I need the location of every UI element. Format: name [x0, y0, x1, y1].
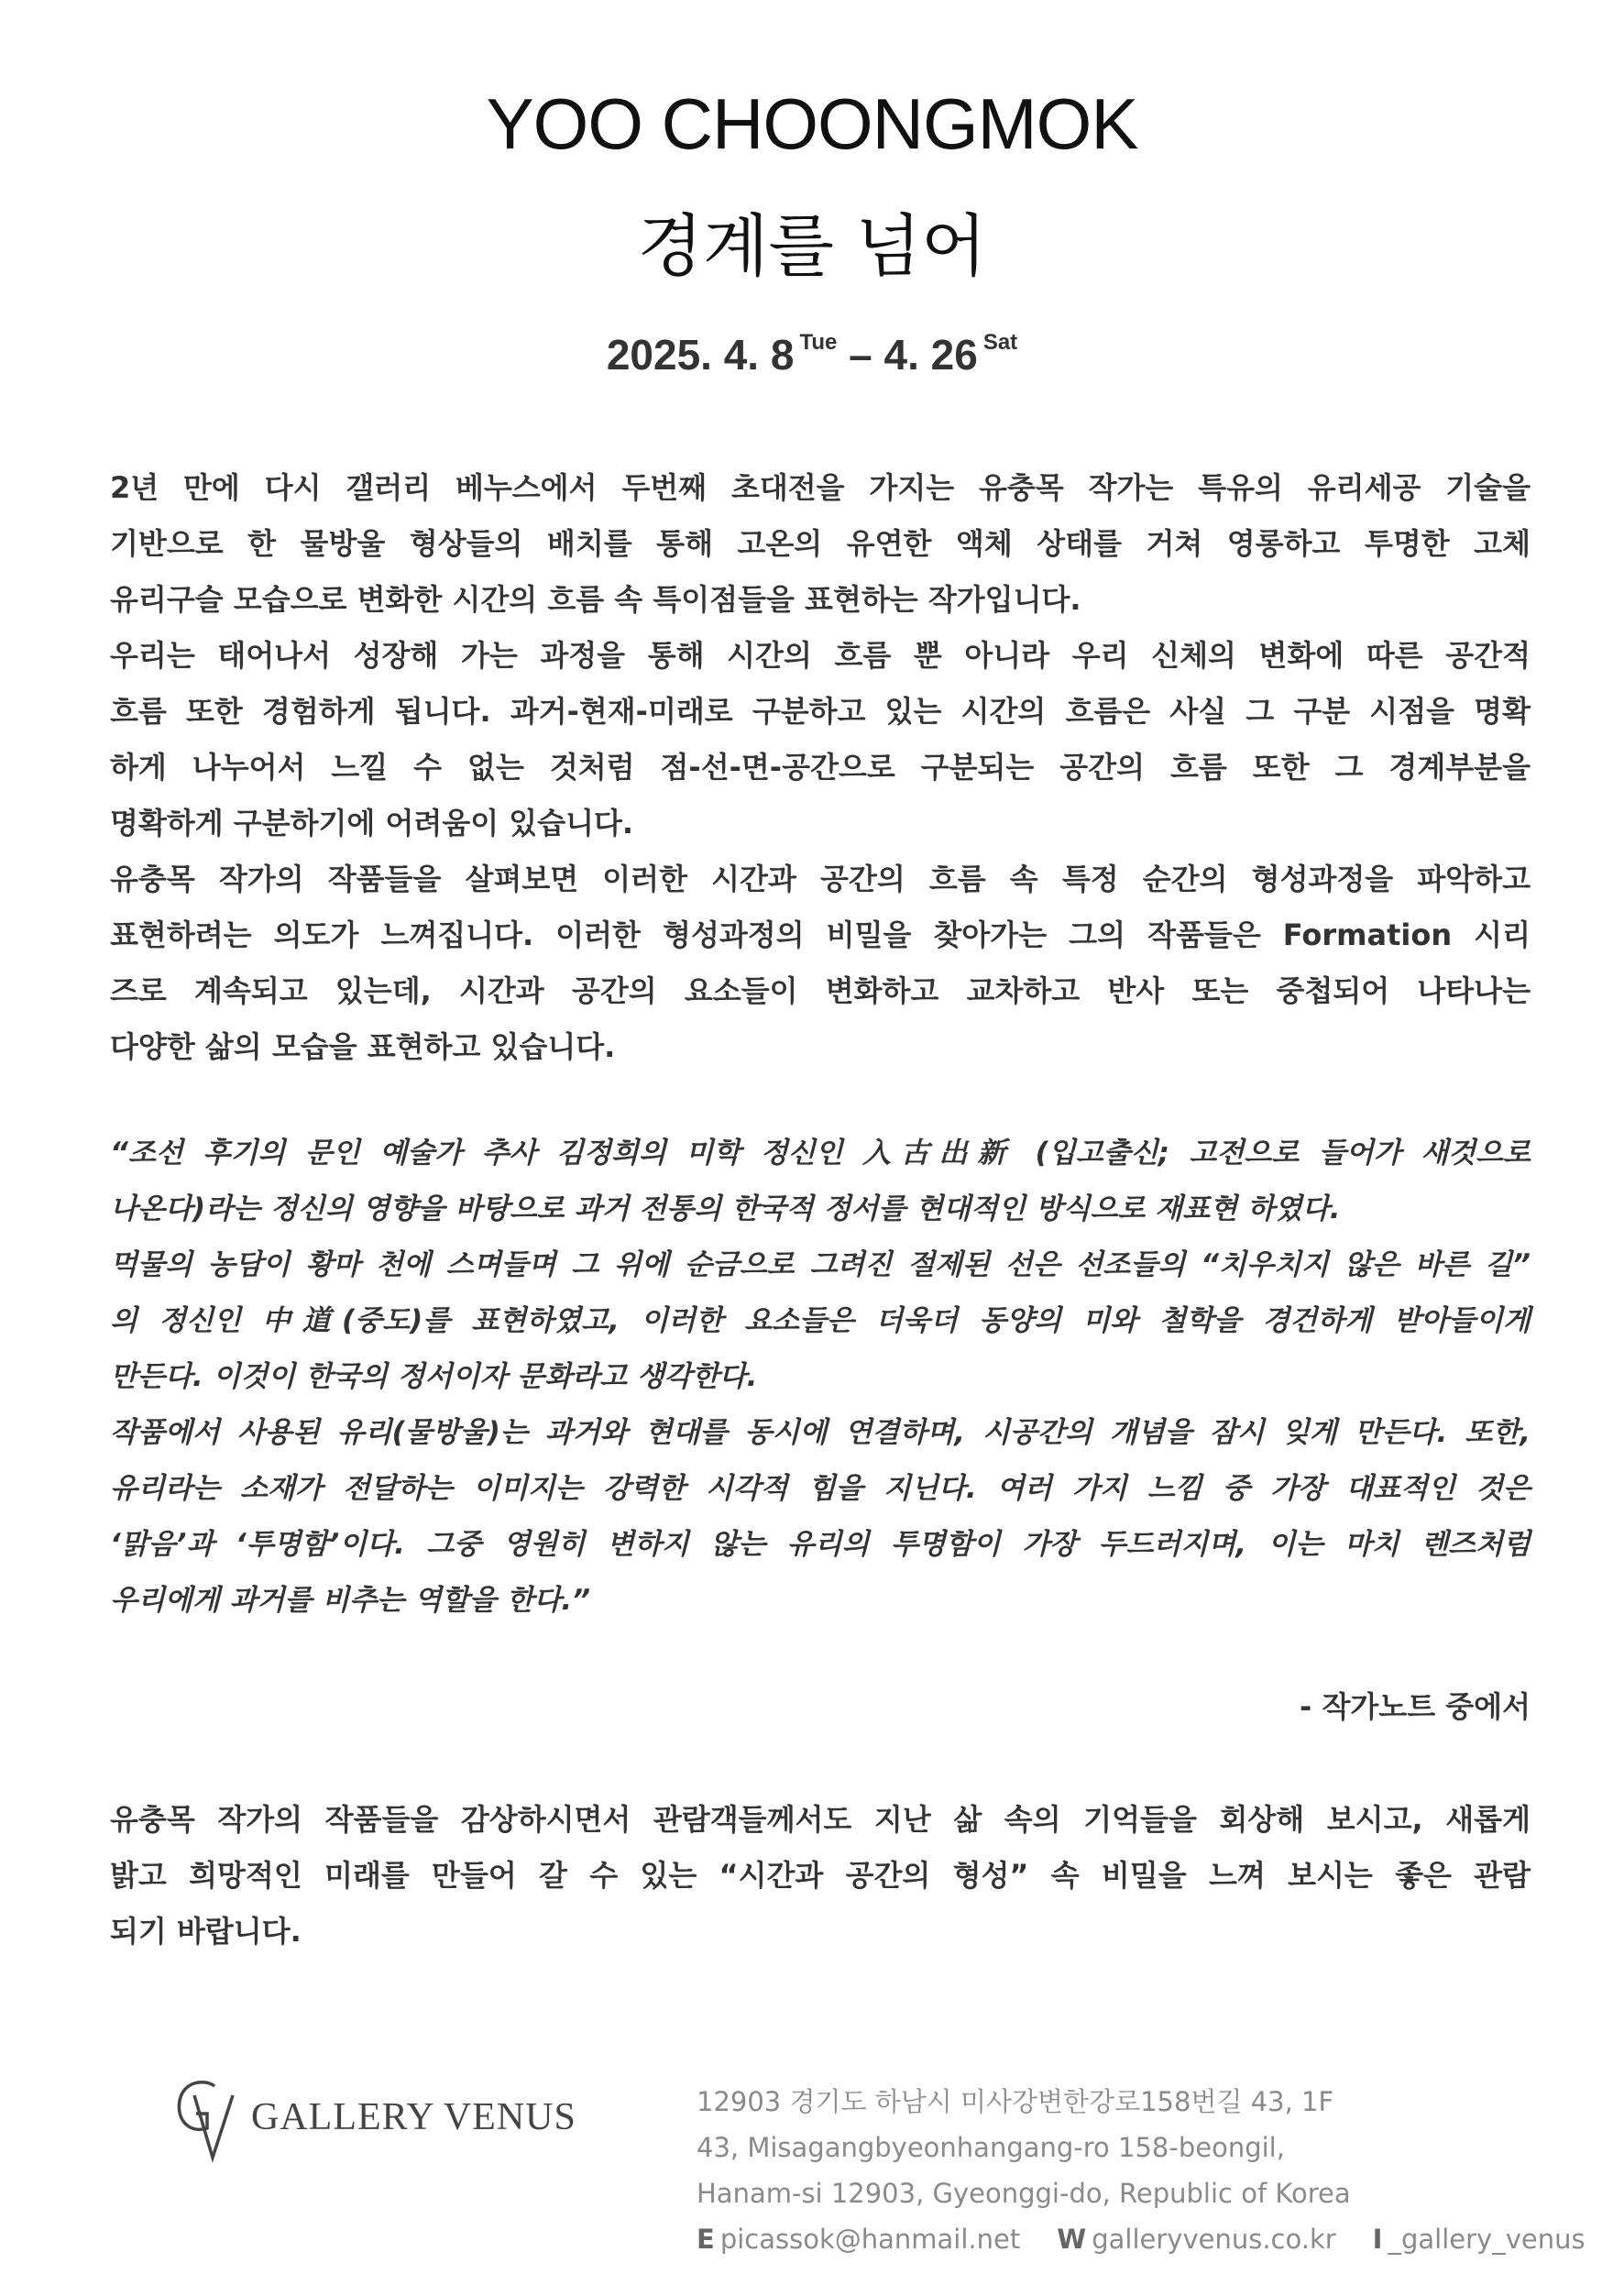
- date-end: 4. 26: [883, 331, 978, 379]
- text-line: 되기 바랍니다.: [110, 1914, 302, 1949]
- gallery-name: GALLERY VENUS: [251, 2096, 576, 2138]
- text-line: 유충목 작가의 작품들을 살펴보면 이러한 시간과 공간의 흐름 속 특정 순간의 형성과정을 파악하고: [110, 862, 1531, 896]
- instagram-link[interactable]: _gallery_venus: [1388, 2224, 1586, 2255]
- intro-paragraphs: [110, 460, 1531, 1075]
- instagram-label: I: [1372, 2224, 1383, 2255]
- quote-line: ‘맑음’과 ‘투명함’이다. 그중 영원히 변하지 않는 유리의 투명함이 가장 두드러지며, 이는 마치 렌즈처럼: [110, 1528, 1531, 1561]
- gallery-address: [697, 2079, 1586, 2262]
- address-korean: 12903 경기도 하남시 미사강변한강로158번길 43, 1F: [697, 2086, 1334, 2117]
- date-separator: –: [837, 331, 884, 379]
- artist-name: YOO CHOONGMOK: [486, 83, 1138, 164]
- gallery-logo: [170, 2073, 592, 2156]
- text-line: 다양한 삶의 모습을 표현하고 있습니다.: [110, 1029, 616, 1064]
- contact-line: [697, 2216, 1586, 2262]
- quote-source: - 작가노트 중에서: [1300, 1689, 1531, 1724]
- quote-line: 작품에서 사용된 유리(물방울)는 과거와 현대를 동시에 연결하며, 시공간의 개념을 잠시 잊게 만든다. 또한,: [110, 1416, 1531, 1449]
- text-line: 흐름 또한 경험하게 됩니다. 과거-현재-미래로 구분하고 있는 시간의 흐름은 사실 그 구분 시점을 명확: [110, 694, 1531, 729]
- website-link[interactable]: galleryvenus.co.kr: [1092, 2224, 1336, 2255]
- exhibition-dates: [0, 330, 1624, 379]
- text-line: 즈로 계속되고 있는데, 시간과 공간의 요소들이 변화하고 교차하고 반사 또는 중첩되어 나타나는: [110, 973, 1531, 1008]
- text-line: 유충목 작가의 작품들을 감상하시면서 관람객들께서도 지난 삶 속의 기억들을 회상해 보시고, 새롭게: [110, 1802, 1531, 1837]
- text-line: 명확하게 구분하기에 어려움이 있습니다.: [110, 806, 634, 840]
- address-english-1: 43, Misagangbyeonhangang-ro 158-beongil,: [697, 2132, 1285, 2163]
- text-line: 표현하려는 의도가 느껴집니다. 이러한 형성과정의 비밀을 찾아가는 그의 작품들은 Formation 시리: [110, 917, 1531, 952]
- gv-monogram-icon: [170, 2073, 244, 2165]
- date-start: 2025. 4. 8: [606, 331, 795, 379]
- email-label: E: [697, 2224, 715, 2255]
- email-link[interactable]: picassok@hanmail.net: [719, 2224, 1021, 2255]
- day-start: Tue: [799, 330, 838, 355]
- text-line: 하게 나누어서 느낄 수 없는 것처럼 점-선-면-공간으로 구분되는 공간의 흐름 또한 그 경계부분을: [110, 750, 1531, 785]
- address-english-2: Hanam-si 12903, Gyeonggi-do, Republic of Korea: [697, 2178, 1351, 2209]
- quote-line: 나온다)라는 정신의 영향을 바탕으로 과거 전통의 한국적 정서를 현대적인 방식으로 재표현 하였다.: [110, 1192, 1341, 1225]
- quote-line: 먹물의 농담이 황마 천에 스며들며 그 위에 순금으로 그려진 절제된 선은 선조들의 “치우치지 않은 바른 길”: [110, 1248, 1531, 1281]
- quote-line: 우리에게 과거를 비추는 역할을 한다.”: [110, 1584, 591, 1617]
- day-end: Sat: [982, 330, 1018, 355]
- closing-paragraph: [110, 1792, 1531, 1960]
- artist-quote: [110, 1126, 1531, 1629]
- text-line: 기반으로 한 물방울 형상들의 배치를 통해 고온의 유연한 액체 상태를 거쳐 영롱하고 투명한 고체: [110, 526, 1531, 561]
- text-line: 유리구슬 모습으로 변화한 시간의 흐름 속 특이점들을 표현하는 작가입니다.: [110, 582, 1081, 617]
- website-label: W: [1057, 2224, 1087, 2255]
- quote-line: 의 정신인 中道(중도)를 표현하였고, 이러한 요소들은 더욱더 동양의 미와 철학을 경건하게 받아들이게: [110, 1304, 1531, 1337]
- exhibition-title: 경계를 넘어: [637, 207, 987, 286]
- text-line: 우리는 태어나서 성장해 가는 과정을 통해 시간의 흐름 뿐 아니라 우리 신체의 변화에 따른 공간적: [110, 638, 1531, 673]
- quote-line: 만든다. 이것이 한국의 정서이자 문화라고 생각한다.: [110, 1360, 758, 1393]
- quote-line: 유리라는 소재가 전달하는 이미지는 강력한 시각적 힘을 지닌다. 여러 가지 느낌 중 가장 대표적인 것은: [110, 1472, 1531, 1505]
- quote-line: “조선 후기의 문인 예술가 추사 김정희의 미학 정신인 入古出新 (입고출신; 고전으로 들어가 새것으로: [110, 1137, 1531, 1170]
- text-line: 밝고 희망적인 미래를 만들어 갈 수 있는 “시간과 공간의 형성” 속 비밀을 느껴 보시는 좋은 관람: [110, 1858, 1531, 1893]
- text-line: 2년 만에 다시 갤러리 베누스에서 두번째 초대전을 가지는 유충목 작가는 특유의 유리세공 기술을: [110, 470, 1531, 505]
